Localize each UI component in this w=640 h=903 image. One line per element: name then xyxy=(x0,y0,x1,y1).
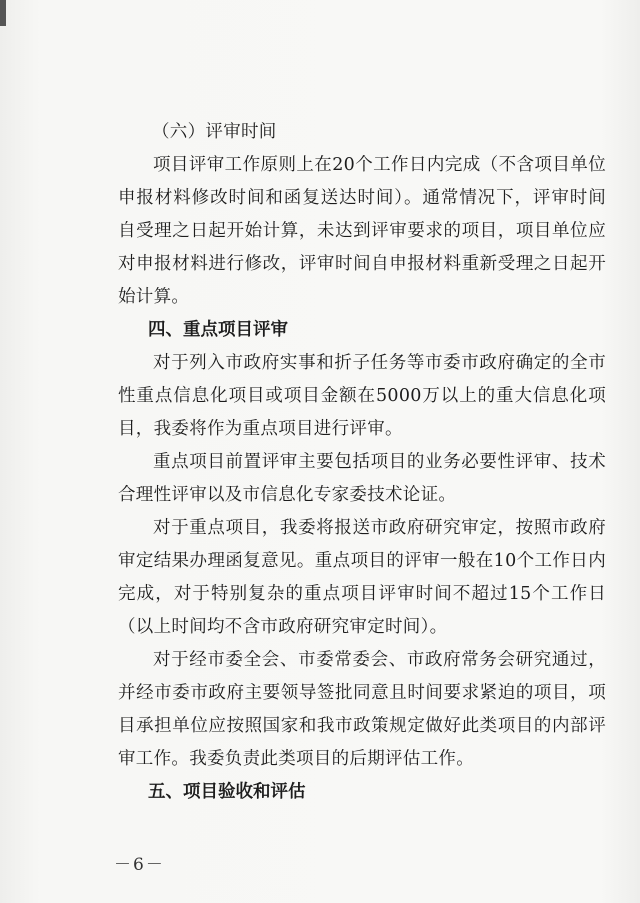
section-heading-acceptance: 五、项目验收和评估 xyxy=(148,782,306,802)
scan-edge-mark xyxy=(0,0,6,26)
section-heading-review-time: （六）评审时间 xyxy=(152,122,277,142)
page-number: －6－ xyxy=(114,855,165,875)
paragraph-urgent-projects: 对于经市委全会、市委常委会、市政府常务会研究通过，并经市委市政府主要领导签批同意且时间要求紧迫的项目，项目承担单位应按照国家和我市政策规定做好此类项目的内部评审工作。我委负责此类项目的后期评估工作。 xyxy=(118,650,606,769)
section-heading-key-projects: 四、重点项目评审 xyxy=(148,320,288,340)
paragraph-key-projects-pre-review: 重点项目前置评审主要包括项目的业务必要性评审、技术合理性评审以及市信息化专家委技术论证。 xyxy=(118,452,606,505)
document-body xyxy=(118,116,606,809)
paragraph-review-time: 项目评审工作原则上在20个工作日内完成（不含项目单位申报材料修改时间和函复送达时间）。通常情况下，评审时间自受理之日起开始计算，未达到评审要求的项目，项目单位应对申报材料进行修改，评审时间自申报材料重新受理之日起开始计算。 xyxy=(118,155,606,307)
paragraph-key-projects-scope: 对于列入市政府实事和折子任务等市委市政府确定的全市性重点信息化项目或项目金额在5000万以上的重大信息化项目，我委将作为重点项目进行评审。 xyxy=(118,353,606,439)
paragraph-key-projects-approval: 对于重点项目，我委将报送市政府研究审定，按照市政府审定结果办理函复意见。重点项目的评审一般在10个工作日内完成，对于特别复杂的重点项目评审时间不超过15个工作日（以上时间均不含市政府研究审定时间）。 xyxy=(118,518,606,637)
